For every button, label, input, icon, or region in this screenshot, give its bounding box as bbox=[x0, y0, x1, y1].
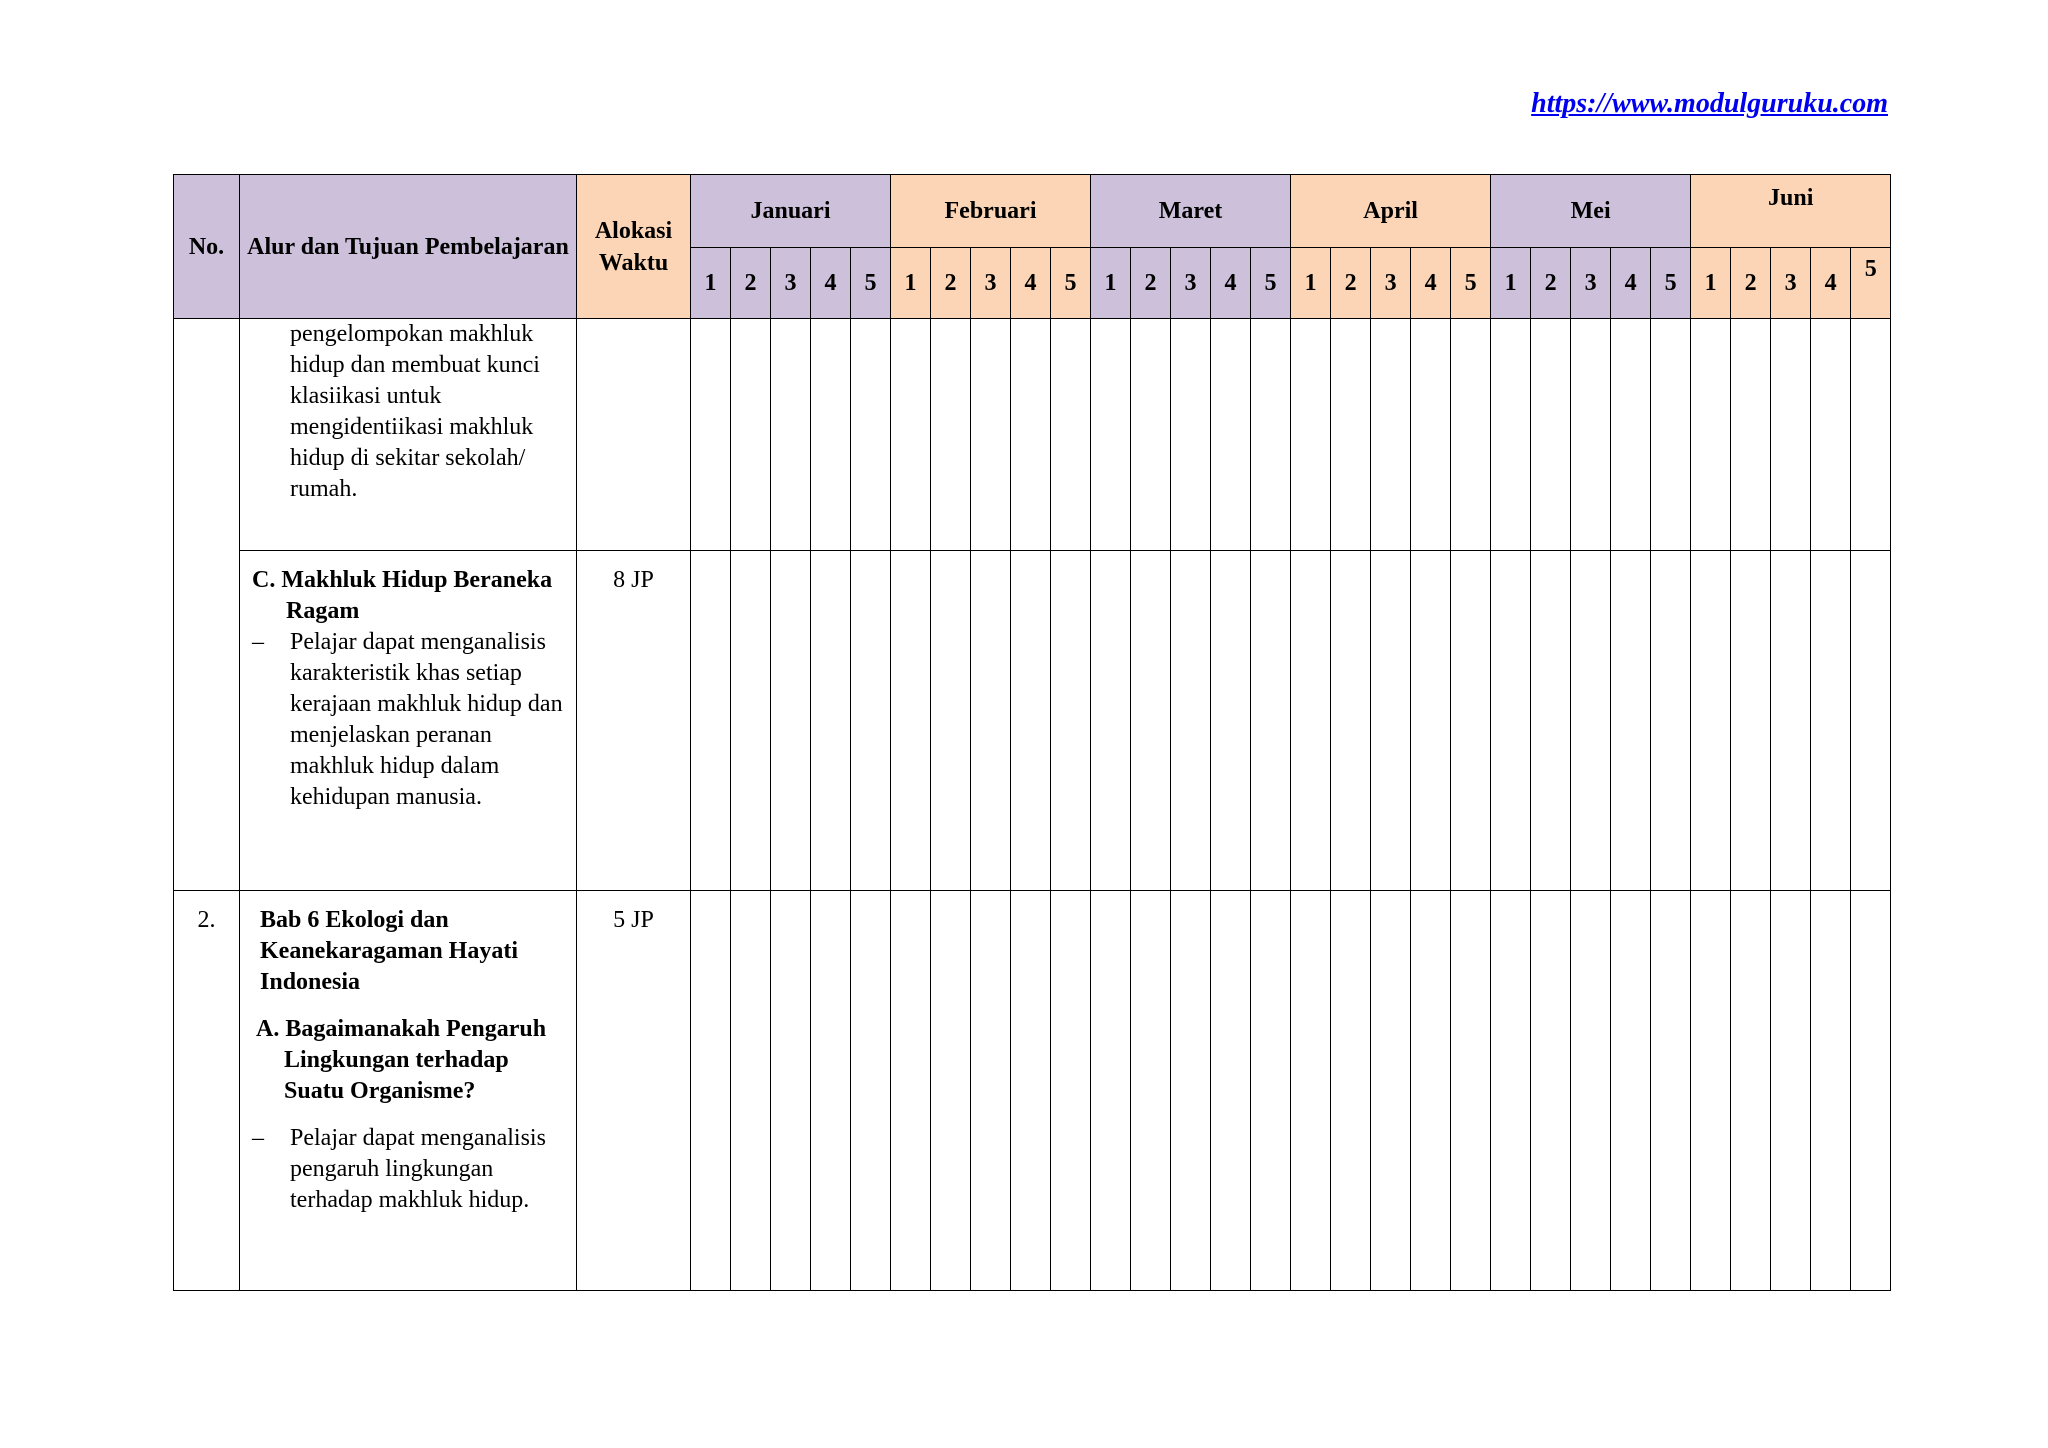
week-number: 4 bbox=[811, 248, 851, 319]
alur-tujuan-cell bbox=[240, 319, 577, 551]
week-number: 2 bbox=[931, 248, 971, 319]
schedule-cell bbox=[1131, 319, 1171, 551]
bullet-dash: – bbox=[252, 629, 264, 655]
schedule-cell bbox=[851, 551, 891, 891]
schedule-cell bbox=[1331, 319, 1371, 551]
week-number: 3 bbox=[1371, 248, 1411, 319]
schedule-cell bbox=[1091, 551, 1131, 891]
week-number: 4 bbox=[1411, 248, 1451, 319]
schedule-cell bbox=[1211, 891, 1251, 1291]
schedule-cell bbox=[1731, 891, 1771, 1291]
schedule-cell bbox=[1731, 551, 1771, 891]
schedule-cell bbox=[1451, 891, 1491, 1291]
schedule-cell bbox=[1291, 551, 1331, 891]
lesson-plan-table bbox=[173, 174, 1891, 1291]
row-number: 2. bbox=[174, 891, 240, 1291]
schedule-cell bbox=[1571, 551, 1611, 891]
schedule-cell bbox=[1171, 551, 1211, 891]
header-month-januari: Januari bbox=[691, 175, 891, 248]
bullet-text: Pelajar dapat menganalisis karakteristik khas setiap kerajaan makhluk hidup dan menjelaskan peranan makhluk hidup dalam kehidupan manusia. bbox=[290, 629, 563, 810]
schedule-cell bbox=[1131, 891, 1171, 1291]
bullet-item bbox=[252, 1123, 564, 1216]
schedule-cell bbox=[1291, 319, 1331, 551]
subheading: A. Bagaimanakah Pengaruh Lingkungan terhadap Suatu Organisme? bbox=[256, 1016, 547, 1104]
schedule-cell bbox=[1251, 551, 1291, 891]
alur-tujuan-cell bbox=[240, 551, 577, 891]
week-number: 2 bbox=[1331, 248, 1371, 319]
schedule-cell bbox=[1091, 319, 1131, 551]
week-number: 1 bbox=[1691, 248, 1731, 319]
week-number: 1 bbox=[1291, 248, 1331, 319]
schedule-cell bbox=[771, 551, 811, 891]
schedule-cell bbox=[1411, 551, 1451, 891]
schedule-cell bbox=[891, 319, 931, 551]
schedule-cell bbox=[1051, 891, 1091, 1291]
schedule-cell bbox=[1051, 551, 1091, 891]
schedule-cell bbox=[731, 319, 771, 551]
week-number: 5 bbox=[1251, 248, 1291, 319]
continuation-text: pengelompokan makhluk hidup dan membuat kunci klasiikasi untuk mengidentiikasi makhluk hidup di sekitar sekolah/ rumah. bbox=[290, 321, 540, 502]
schedule-cell bbox=[1571, 891, 1611, 1291]
schedule-cell bbox=[1691, 319, 1731, 551]
spacer bbox=[252, 1107, 564, 1123]
schedule-cell bbox=[1371, 891, 1411, 1291]
schedule-cell bbox=[931, 891, 971, 1291]
spacer bbox=[252, 998, 564, 1014]
week-number: 3 bbox=[971, 248, 1011, 319]
schedule-cell bbox=[1291, 891, 1331, 1291]
schedule-cell bbox=[1171, 891, 1211, 1291]
schedule-cell bbox=[1771, 319, 1811, 551]
week-number: 5 bbox=[851, 248, 891, 319]
week-number: 4 bbox=[1011, 248, 1051, 319]
alur-tujuan-cell bbox=[240, 891, 577, 1291]
schedule-cell bbox=[1171, 319, 1211, 551]
schedule-cell bbox=[1851, 891, 1891, 1291]
schedule-cell bbox=[1571, 319, 1611, 551]
schedule-cell bbox=[971, 891, 1011, 1291]
header-month-februari: Februari bbox=[891, 175, 1091, 248]
schedule-cell bbox=[691, 891, 731, 1291]
week-number: 5 bbox=[1451, 248, 1491, 319]
schedule-cell bbox=[771, 319, 811, 551]
alokasi-cell bbox=[577, 319, 691, 551]
schedule-cell bbox=[1371, 319, 1411, 551]
schedule-cell bbox=[1211, 319, 1251, 551]
schedule-cell bbox=[731, 891, 771, 1291]
schedule-cell bbox=[1611, 891, 1651, 1291]
bullet-item bbox=[252, 627, 564, 813]
schedule-cell bbox=[931, 319, 971, 551]
schedule-cell bbox=[1851, 551, 1891, 891]
week-number: 2 bbox=[1531, 248, 1571, 319]
schedule-cell bbox=[1491, 891, 1531, 1291]
schedule-cell bbox=[731, 551, 771, 891]
schedule-cell bbox=[811, 891, 851, 1291]
header-month-april: April bbox=[1291, 175, 1491, 248]
schedule-cell bbox=[1451, 551, 1491, 891]
row-number bbox=[174, 319, 240, 891]
week-number: 5 bbox=[1651, 248, 1691, 319]
header-month-juni: Juni bbox=[1691, 175, 1891, 248]
week-number: 5 bbox=[1051, 248, 1091, 319]
table-row bbox=[174, 319, 1891, 551]
schedule-cell bbox=[1491, 551, 1531, 891]
schedule-cell bbox=[1731, 319, 1771, 551]
schedule-cell bbox=[691, 319, 731, 551]
schedule-cell bbox=[691, 551, 731, 891]
schedule-cell bbox=[891, 891, 931, 1291]
week-number: 1 bbox=[1091, 248, 1131, 319]
week-number: 4 bbox=[1211, 248, 1251, 319]
schedule-cell bbox=[1611, 551, 1651, 891]
schedule-cell bbox=[1691, 551, 1731, 891]
schedule-cell bbox=[1531, 551, 1571, 891]
schedule-cell bbox=[1691, 891, 1731, 1291]
schedule-cell bbox=[1451, 319, 1491, 551]
schedule-cell bbox=[811, 551, 851, 891]
week-number: 3 bbox=[1571, 248, 1611, 319]
schedule-cell bbox=[1331, 891, 1371, 1291]
week-number: 2 bbox=[1731, 248, 1771, 319]
schedule-cell bbox=[1811, 551, 1851, 891]
schedule-cell bbox=[851, 891, 891, 1291]
alokasi-cell: 5 JP bbox=[577, 891, 691, 1291]
schedule-cell bbox=[1131, 551, 1171, 891]
week-number: 3 bbox=[1771, 248, 1811, 319]
schedule-cell bbox=[931, 551, 971, 891]
week-number: 4 bbox=[1611, 248, 1651, 319]
schedule-cell bbox=[1411, 891, 1451, 1291]
schedule-cell bbox=[1811, 319, 1851, 551]
header-no: No. bbox=[174, 175, 240, 319]
schedule-cell bbox=[1011, 319, 1051, 551]
schedule-cell bbox=[1851, 319, 1891, 551]
week-number: 3 bbox=[771, 248, 811, 319]
table-row bbox=[174, 891, 1891, 1291]
schedule-cell bbox=[1651, 891, 1691, 1291]
header-month-maret: Maret bbox=[1091, 175, 1291, 248]
schedule-cell bbox=[1051, 319, 1091, 551]
schedule-cell bbox=[1091, 891, 1131, 1291]
week-number: 3 bbox=[1171, 248, 1211, 319]
schedule-cell bbox=[1531, 891, 1571, 1291]
week-number: 2 bbox=[731, 248, 771, 319]
week-number: 1 bbox=[891, 248, 931, 319]
schedule-cell bbox=[971, 551, 1011, 891]
schedule-cell bbox=[1251, 319, 1291, 551]
schedule-cell bbox=[1531, 319, 1571, 551]
week-number: 5 bbox=[1851, 248, 1891, 319]
schedule-cell bbox=[1411, 319, 1451, 551]
schedule-cell bbox=[1011, 551, 1051, 891]
week-number: 2 bbox=[1131, 248, 1171, 319]
schedule-cell bbox=[1211, 551, 1251, 891]
week-number: 4 bbox=[1811, 248, 1851, 319]
schedule-cell bbox=[971, 319, 1011, 551]
subheading: C. Makhluk Hidup Beraneka Ragam bbox=[252, 567, 553, 624]
schedule-cell bbox=[851, 319, 891, 551]
schedule-cell bbox=[1771, 891, 1811, 1291]
schedule-cell bbox=[1251, 891, 1291, 1291]
header-month-mei: Mei bbox=[1491, 175, 1691, 248]
header-row-months bbox=[174, 175, 1891, 248]
bullet-text: Pelajar dapat menganalisis pengaruh lingkungan terhadap makhluk hidup. bbox=[290, 1125, 546, 1213]
schedule-cell bbox=[1771, 551, 1811, 891]
header-alokasi-waktu: Alokasi Waktu bbox=[577, 175, 691, 319]
table-row bbox=[174, 551, 1891, 891]
chapter-title: Bab 6 Ekologi dan Keanekaragaman Hayati Indonesia bbox=[260, 907, 518, 995]
website-url-link[interactable]: https://www.modulguruku.com bbox=[1531, 88, 1888, 119]
schedule-cell bbox=[811, 319, 851, 551]
schedule-cell bbox=[1011, 891, 1051, 1291]
schedule-cell bbox=[1491, 319, 1531, 551]
week-number: 1 bbox=[691, 248, 731, 319]
schedule-cell bbox=[1651, 319, 1691, 551]
header-alur-tujuan: Alur dan Tujuan Pembelajaran bbox=[240, 175, 577, 319]
schedule-cell bbox=[1811, 891, 1851, 1291]
schedule-cell bbox=[771, 891, 811, 1291]
schedule-cell bbox=[1331, 551, 1371, 891]
schedule-cell bbox=[891, 551, 931, 891]
schedule-cell bbox=[1371, 551, 1411, 891]
bullet-dash: – bbox=[252, 1125, 264, 1151]
week-number: 1 bbox=[1491, 248, 1531, 319]
alokasi-cell: 8 JP bbox=[577, 551, 691, 891]
schedule-cell bbox=[1651, 551, 1691, 891]
schedule-cell bbox=[1611, 319, 1651, 551]
